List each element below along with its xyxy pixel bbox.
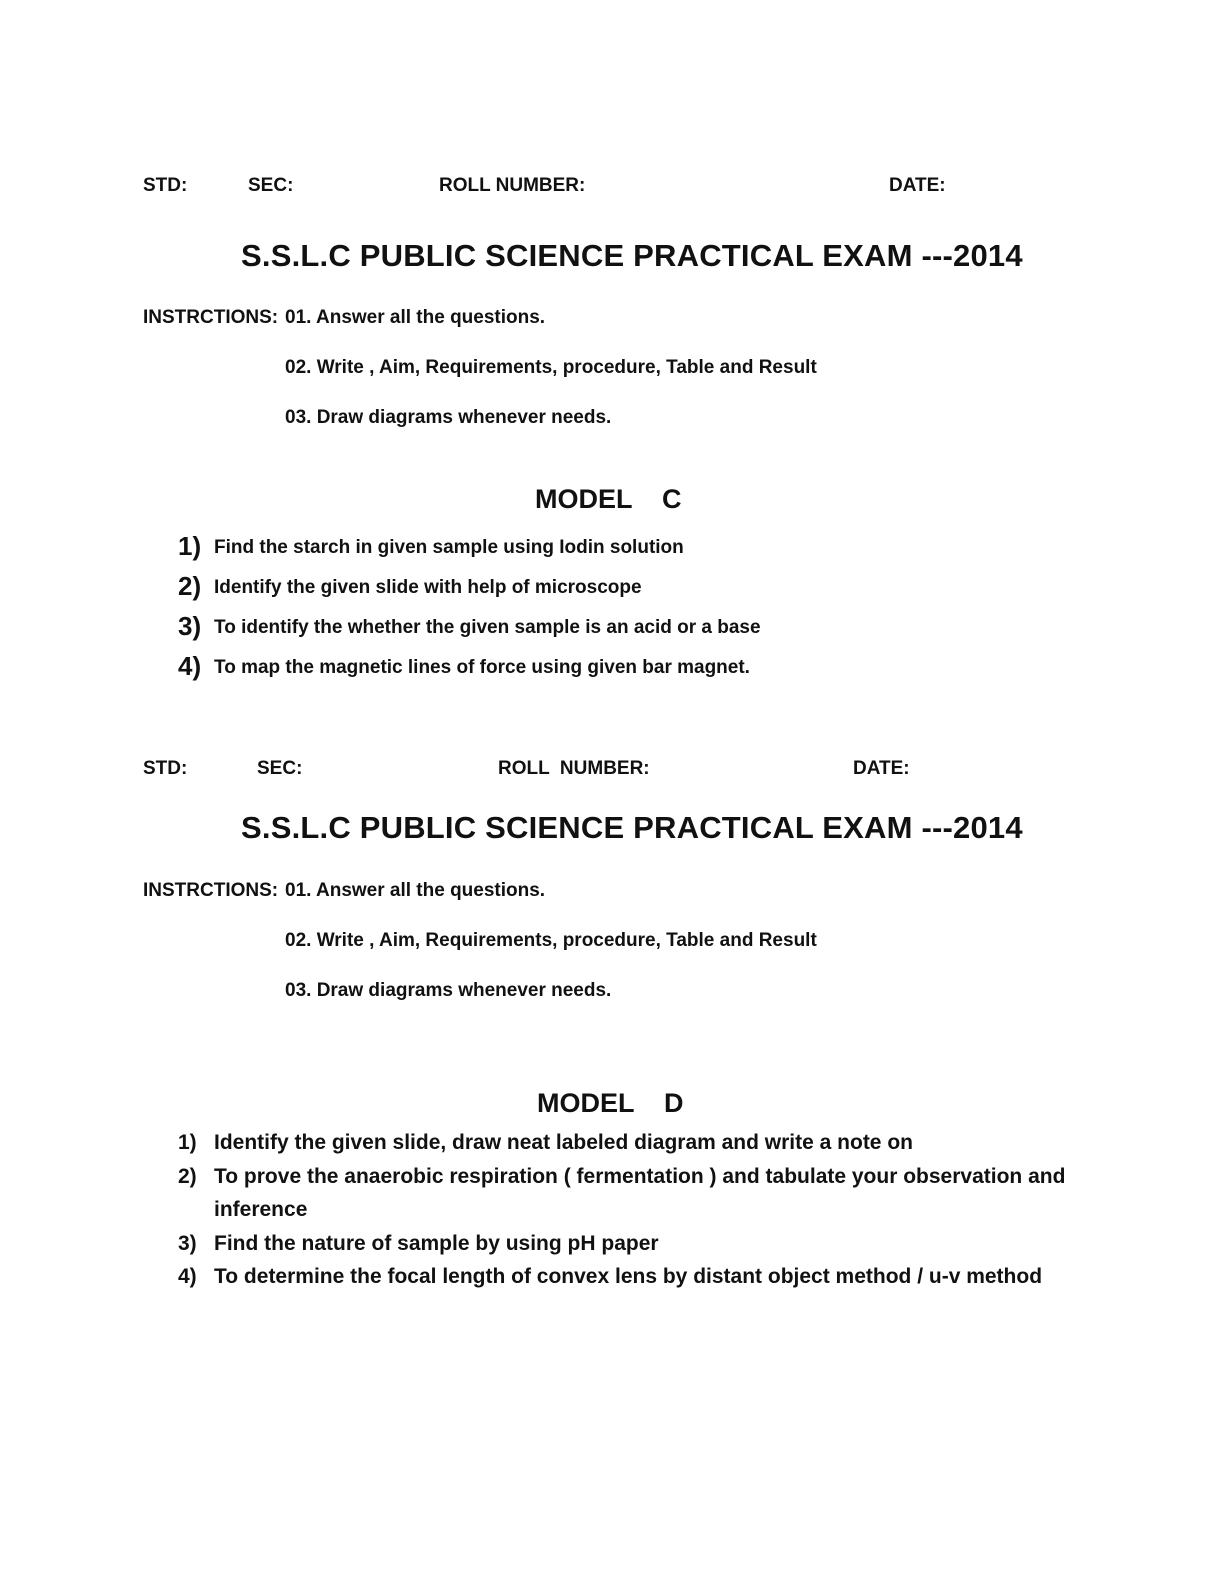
exam-title: S.S.L.C PUBLIC SCIENCE PRACTICAL EXAM ---2014 bbox=[241, 238, 1023, 273]
instructions-label: INSTRCTIONS: bbox=[143, 880, 279, 901]
instruction-item: 03. Draw diagrams whenever needs. bbox=[285, 407, 612, 428]
std-label: STD: bbox=[143, 175, 188, 196]
sec-label: SEC: bbox=[248, 175, 294, 196]
question-number: 3) bbox=[178, 611, 202, 641]
question-text: To identify the whether the given sample is an acid or a base bbox=[214, 617, 761, 638]
instruction-item: 01. Answer all the questions. bbox=[285, 307, 546, 328]
question-number: 2) bbox=[178, 571, 202, 601]
question-number: 4) bbox=[178, 651, 202, 681]
instruction-item: 03. Draw diagrams whenever needs. bbox=[285, 980, 612, 1001]
question-text: Identify the given slide, draw neat labeled diagram and write a note on bbox=[214, 1131, 913, 1154]
model-heading: MODEL D bbox=[537, 1088, 684, 1118]
date-label: DATE: bbox=[889, 175, 946, 196]
question-number: 2) bbox=[178, 1165, 197, 1188]
question-text: To determine the focal length of convex lens by distant object method / u-v method bbox=[214, 1265, 1043, 1288]
question-number: 4) bbox=[178, 1265, 197, 1288]
instruction-item: 02. Write , Aim, Requirements, procedure, Table and Result bbox=[285, 357, 817, 378]
exam-title: S.S.L.C PUBLIC SCIENCE PRACTICAL EXAM ---2014 bbox=[241, 810, 1023, 845]
sec-label: SEC: bbox=[257, 758, 303, 779]
roll-number-label: ROLL NUMBER: bbox=[498, 758, 650, 779]
date-label: DATE: bbox=[853, 758, 910, 779]
question-number: 1) bbox=[178, 531, 202, 561]
question-number: 1) bbox=[178, 1131, 197, 1154]
question-text: Find the nature of sample by using pH paper bbox=[214, 1232, 659, 1255]
instruction-item: 01. Answer all the questions. bbox=[285, 880, 546, 901]
question-text-continued: inference bbox=[214, 1198, 308, 1221]
question-text: Find the starch in given sample using Iodin solution bbox=[214, 537, 684, 558]
question-text: To map the magnetic lines of force using given bar magnet. bbox=[214, 657, 750, 678]
std-label: STD: bbox=[143, 758, 188, 779]
question-number: 3) bbox=[178, 1232, 197, 1255]
instructions-label: INSTRCTIONS: bbox=[143, 307, 279, 328]
instruction-item: 02. Write , Aim, Requirements, procedure, Table and Result bbox=[285, 930, 817, 951]
model-heading: MODEL C bbox=[535, 484, 682, 514]
question-text: To prove the anaerobic respiration ( fermentation ) and tabulate your observation and bbox=[214, 1165, 1066, 1188]
question-text: Identify the given slide with help of microscope bbox=[214, 577, 642, 598]
roll-number-label: ROLL NUMBER: bbox=[439, 175, 586, 196]
